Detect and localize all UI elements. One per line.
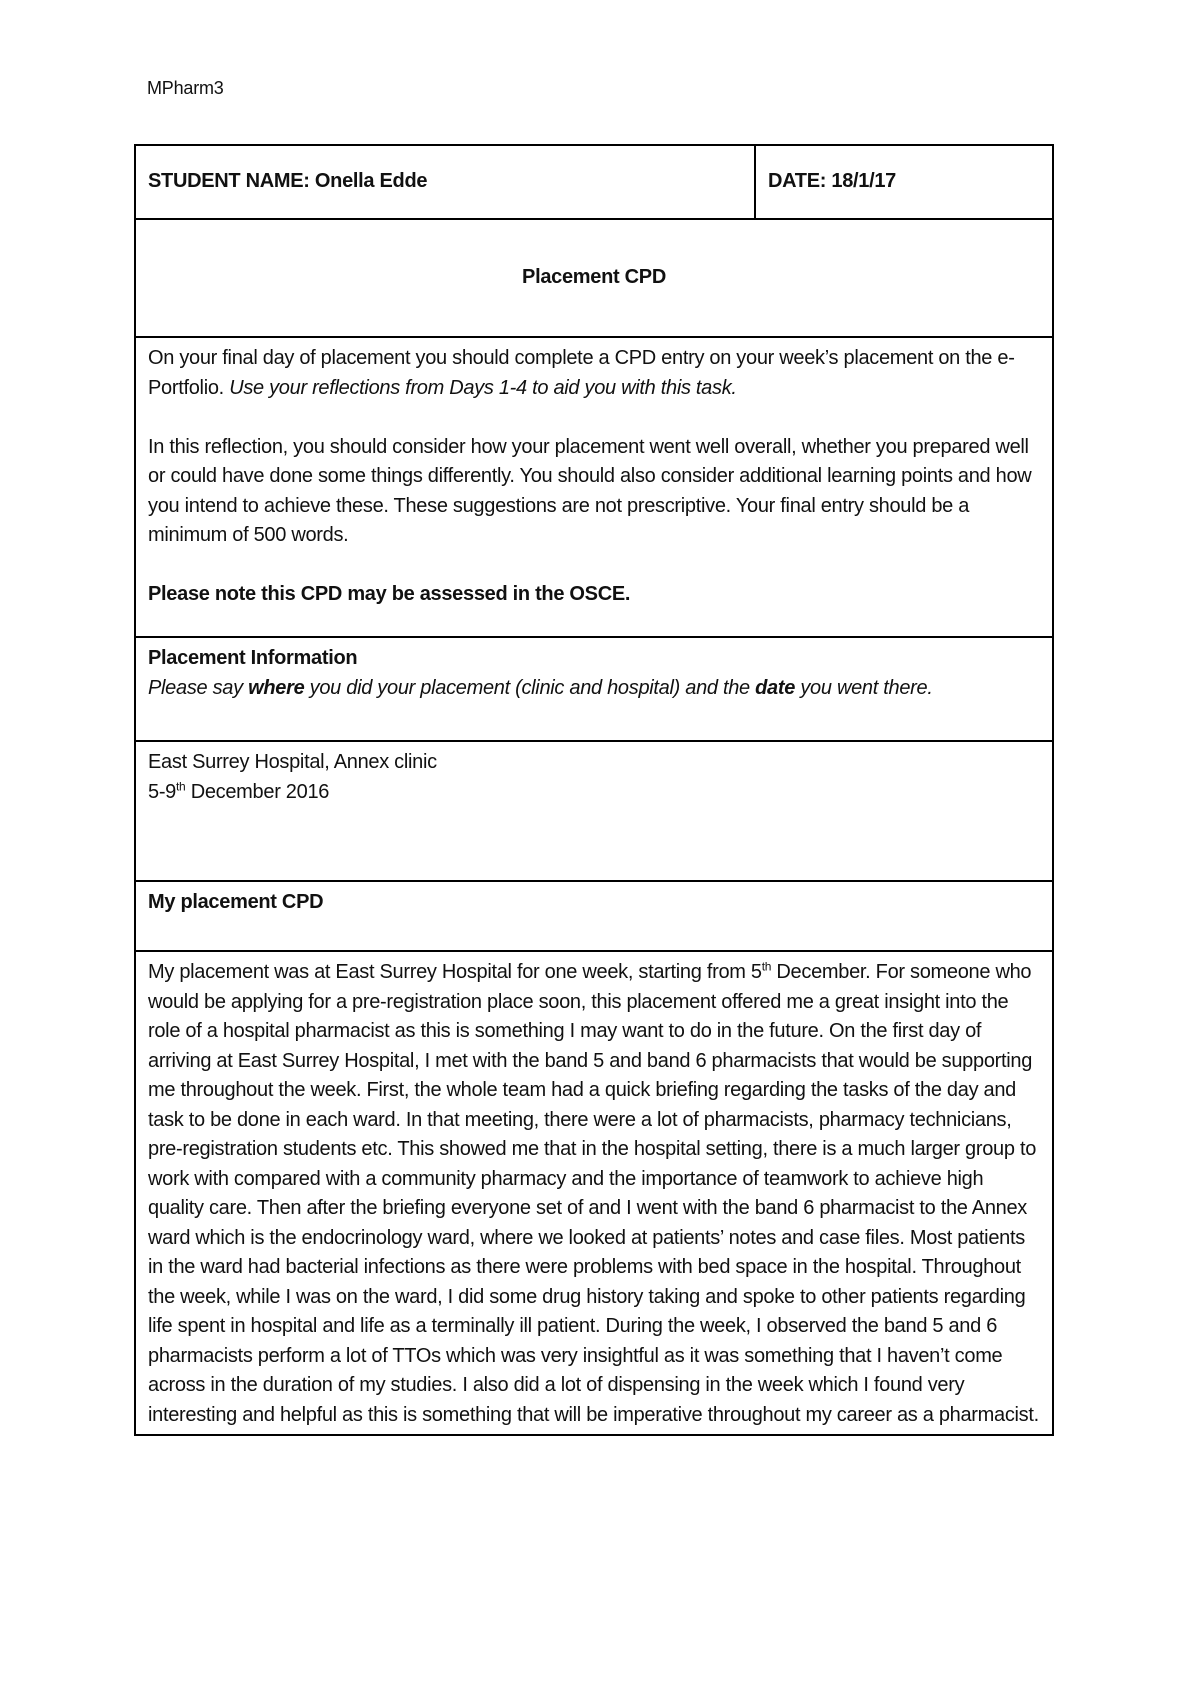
student-name-cell [135,145,755,219]
my-cpd-heading: My placement CPD [148,891,324,913]
my-cpd-body-cell [135,951,1053,1435]
instructions-cell [135,337,1053,637]
my-cpd-body-row [135,951,1053,1435]
instructions-p1-italic: Use your reflections from Days 1-4 to aid you with this task. [229,376,737,399]
placement-info-body-cell [135,741,1053,881]
placement-info-header-row [135,637,1053,741]
placement-info-prompt: Please say where you did your placement (clinic and hospital) and the date you went there. [148,676,933,699]
placement-info-header-cell [135,637,1053,741]
page-header-label: MPharm3 [147,78,224,98]
instructions-row [135,337,1053,637]
prompt-date: date [755,676,796,699]
placement-location: East Surrey Hospital, Annex clinic [148,751,437,773]
my-cpd-text: My placement was at East Surrey Hospital for one week, starting from 5th December. For someone who would be applying for a pre-registration place soon, this placement offered me a great insight into the role of a hospital pharmacist as this is something I may want to do in the future. On the first day of arriving at East Surrey Hospital, I met with the band 5 and band 6 pharmacists that would be supporting me throughout the week. First, the whole team had a quick briefing regarding the tasks of the day and task to be done in each ward. In that meeting, there were a lot of pharmacists, pharmacy technicians, pre-registration students etc. This showed me that in the hospital setting, there is a much larger group to work with compared with a community pharmacy and the importance of teamwork to achieve high quality care. Then after the briefing everyone set of and I went with the band 6 pharmacist to the Annex ward which is the endocrinology ward, where we looked at patients’ notes and case files. Most patients in the ward had bacterial infections as there were problems with bed space in the hospital. Throughout the week, while I was on the ward, I did some drug history taking and spoke to other patients regarding life spent in hospital and life as a terminally ill patient. During the week, I observed the band 5 and 6 pharmacists perform a lot of TTOs which was very insightful as it was something that I haven’t come across in the duration of my studies. I also did a lot of dispensing in the week which I found very interesting and helpful as this is something that will be imperative throughout my career as a pharmacist. [148,959,1039,1426]
my-cpd-header-row [135,881,1053,951]
form-title-cell [135,219,1053,337]
form-title: Placement CPD [522,266,666,289]
instructions-paragraph-2: In this reflection, you should consider how your placement went well overall, whether you prepared well or could have done some things differently. You should also consider additional learning points and how you intend to achieve these. These suggestions are not prescriptive. Your final entry should be a minimum of 500 words. [148,435,1032,546]
placement-info-heading: Placement Information [148,647,358,669]
student-row [135,145,1053,219]
title-row [135,219,1053,337]
date-cell [755,145,1053,219]
date-text: DATE: 18/1/17 [768,170,897,193]
prompt-where: where [248,676,305,699]
student-name-text: STUDENT NAME: Onella Edde [148,170,428,193]
placement-info-body-row [135,741,1053,881]
instructions-paragraph-1 [148,344,1040,403]
instructions-p1-text: On your final day of placement you should complete a CPD entry on your week’s placement on the e-Portfolio. [148,347,1015,399]
assessment-note: Please note this CPD may be assessed in the OSCE. [148,583,631,605]
placement-dates: 5-9th December 2016 [148,778,330,803]
my-cpd-header-cell [135,881,1053,951]
cpd-form-table [134,144,1054,1436]
